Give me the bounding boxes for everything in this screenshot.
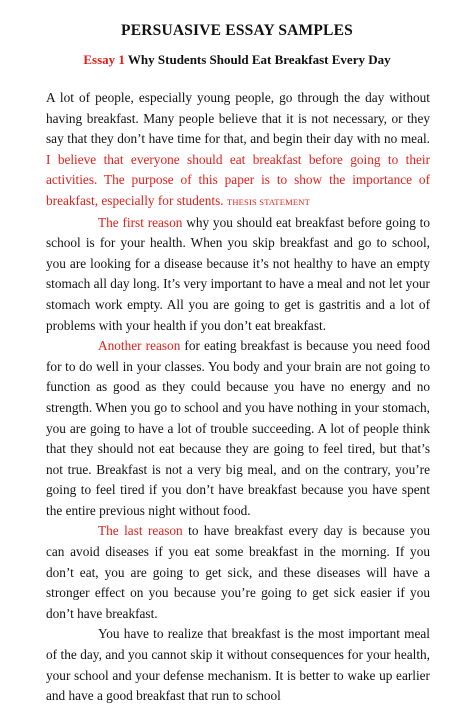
essay-heading	[0, 52, 474, 68]
paragraph-another-reason	[46, 336, 430, 521]
page-title: PERSUASIVE ESSAY SAMPLES	[121, 22, 353, 39]
thesis-note: THESIS STATEMENT	[226, 196, 310, 207]
essay-title: Why Students Should Eat Breakfast Every Day	[127, 52, 391, 67]
thesis-statement: I believe that everyone should eat breakfast before going to their activities. The purpose of this paper is to show the importance of breakfast, especially for students.	[46, 151, 430, 208]
another-reason-text: for eating breakfast is because you need food for to do well in your classes. You body and your brain are not going to function as good as they could because you have no energy and no strength. When you go to school and you have nothing in your stomach, you are going to have a lot of trouble succeeding. A lot of people think that they should not eat because they are going to feel tired, but that’s not true. Breakfast is not a very big meal, and on the contrary, you’re going to feel tired if you don’t have breakfast because you have spent the entire previous night without food.	[46, 338, 430, 518]
last-reason-lead: The last reason	[98, 523, 183, 539]
last-reason-text: to have breakfast every day is because you can avoid diseases if you eat some breakfast in the morning. If you don’t eat, you are going to get sick, and these diseases will have a stronger effect on you because you’re going to get sick easier if you don’t have breakfast.	[46, 523, 430, 621]
intro-text: A lot of people, especially young people, go through the day without having breakfast. Many people believe that it is not necessary, or they say that they don’t have time for that, and begin their day with no meal.	[46, 90, 430, 147]
paragraph-last-reason	[46, 521, 430, 624]
first-reason-lead: The first reason	[98, 214, 183, 230]
another-reason-lead: Another reason	[98, 338, 181, 354]
essay-body	[46, 88, 430, 707]
paragraph-first-reason	[46, 213, 430, 337]
first-reason-text: why you should eat breakfast before going to school is for your health. When you skip breakfast and go to school, you are looking for a disease because it’s not healthy to have an empty stomach all day long. It’s very important to have a meal and not let your stomach work empty. All you are going to get is gastritis and a lot of problems with your health if you don’t eat breakfast.	[46, 214, 430, 333]
paragraph-introduction	[46, 88, 430, 213]
paragraph-conclusion	[46, 624, 430, 706]
essay-label: Essay 1	[83, 52, 125, 67]
conclusion-text: You have to realize that breakfast is the most important meal of the day, and you cannot skip it without consequences for your health, your school and your defense mechanism. It is better to wake up earlier and have a good breakfast that run to school	[46, 626, 430, 704]
